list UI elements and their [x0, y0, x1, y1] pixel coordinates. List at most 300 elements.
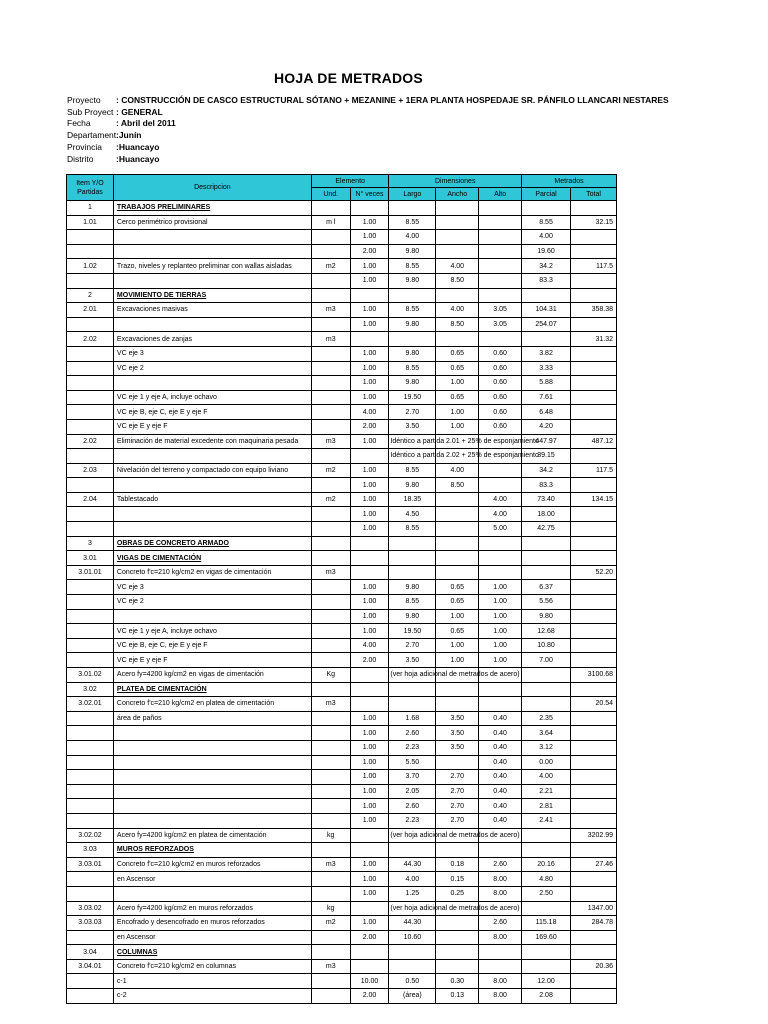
cell-und — [311, 755, 350, 770]
cell-parcial — [522, 828, 571, 843]
cell-und — [311, 770, 350, 785]
cell-total — [571, 711, 617, 726]
cell-veces — [350, 551, 389, 566]
cell-descripcion: VC eje 1 y eje A, incluye ochavo — [113, 390, 311, 405]
cell-ancho: 2.70 — [436, 813, 479, 828]
cell-descripcion — [113, 449, 311, 464]
cell-parcial: 169.60 — [522, 930, 571, 945]
cell-item — [67, 346, 114, 361]
cell-largo: 2.05 — [389, 784, 436, 799]
cell-descripcion — [113, 244, 311, 259]
cell-und — [311, 317, 350, 332]
cell-und — [311, 201, 350, 216]
cell-alto: 0.40 — [479, 711, 522, 726]
cell-parcial: 18.00 — [522, 507, 571, 522]
cell-und — [311, 536, 350, 551]
table-row — [67, 332, 617, 347]
cell-veces: 1.00 — [350, 595, 389, 610]
cell-item — [67, 580, 114, 595]
cell-parcial: 115.18 — [522, 916, 571, 931]
cell-parcial — [522, 332, 571, 347]
table-row — [67, 259, 617, 274]
cell-veces — [350, 288, 389, 303]
cell-alto: 2.60 — [479, 857, 522, 872]
cell-alto: 5.00 — [479, 522, 522, 537]
cell-veces: 1.00 — [350, 813, 389, 828]
cell-alto: 0.40 — [479, 784, 522, 799]
page-title: HOJA DE METRADOS — [274, 70, 423, 86]
cell-alto: 0.60 — [479, 376, 522, 391]
cell-descripcion: Acero fy=4200 kg/cm2 en platea de cimentación — [113, 828, 311, 843]
cell-item — [67, 726, 114, 741]
cell-veces — [350, 901, 389, 916]
cell-veces: 2.00 — [350, 419, 389, 434]
cell-und — [311, 449, 350, 464]
cell-total: 20.54 — [571, 697, 617, 712]
cell-largo — [389, 288, 436, 303]
cell-veces — [350, 536, 389, 551]
cell-und — [311, 361, 350, 376]
cell-item: 2.01 — [67, 303, 114, 318]
cell-ancho — [436, 916, 479, 931]
cell-alto — [479, 697, 522, 712]
cell-und: kg — [311, 901, 350, 916]
header-ancho: Ancho — [436, 188, 479, 201]
table-row — [67, 361, 617, 376]
cell-largo: 2.60 — [389, 799, 436, 814]
cell-total — [571, 784, 617, 799]
cell-parcial: 2.21 — [522, 784, 571, 799]
table-row — [67, 346, 617, 361]
table-row — [67, 580, 617, 595]
table-row — [67, 303, 617, 318]
cell-parcial: 12.68 — [522, 624, 571, 639]
cell-alto: 0.40 — [479, 726, 522, 741]
cell-alto: 0.60 — [479, 390, 522, 405]
cell-veces: 1.00 — [350, 711, 389, 726]
cell-alto: 1.00 — [479, 638, 522, 653]
cell-parcial: 4.00 — [522, 230, 571, 245]
cell-note: (ver hoja adicional de metrados de acero) — [390, 671, 520, 679]
cell-descripcion: Nivelación del terreno y compactado con equipo liviano — [113, 463, 311, 478]
cell-total: 31.32 — [571, 332, 617, 347]
cell-ancho — [436, 551, 479, 566]
cell-und — [311, 813, 350, 828]
cell-parcial: 3.33 — [522, 361, 571, 376]
cell-parcial — [522, 201, 571, 216]
cell-item — [67, 872, 114, 887]
cell-total — [571, 595, 617, 610]
cell-veces — [350, 959, 389, 974]
header-total: Total — [571, 188, 617, 201]
table-row — [67, 901, 617, 916]
cell-largo — [389, 449, 539, 464]
cell-alto: 1.00 — [479, 653, 522, 668]
cell-alto — [479, 682, 522, 697]
cell-ancho: 0.18 — [436, 857, 479, 872]
table-row — [67, 653, 617, 668]
cell-total — [571, 974, 617, 989]
cell-alto: 1.00 — [479, 609, 522, 624]
info-label: Distrito — [67, 153, 94, 164]
cell-alto: 3.05 — [479, 317, 522, 332]
cell-und — [311, 682, 350, 697]
table-row — [67, 945, 617, 960]
cell-alto: 4.00 — [479, 507, 522, 522]
cell-ancho: 2.70 — [436, 799, 479, 814]
cell-veces — [350, 332, 389, 347]
cell-und — [311, 624, 350, 639]
cell-descripcion: TRABAJOS PRELIMINARES — [113, 201, 311, 216]
info-value: : CONSTRUCCIÓN DE CASCO ESTRUCTURAL SÓTANO + MEZANINE + 1ERA PLANTA HOSPEDAJE SR. PÁNFILO LLANCARI NESTARES — [116, 95, 669, 105]
cell-ancho: 4.00 — [436, 259, 479, 274]
cell-ancho: 0.65 — [436, 595, 479, 610]
cell-parcial: 447.97 — [522, 434, 571, 449]
cell-descripcion: VC eje 2 — [113, 361, 311, 376]
cell-total — [571, 273, 617, 288]
cell-total — [571, 930, 617, 945]
cell-parcial: 8.55 — [522, 215, 571, 230]
cell-total — [571, 376, 617, 391]
cell-veces: 1.00 — [350, 886, 389, 901]
cell-item: 3.03 — [67, 843, 114, 858]
cell-und — [311, 580, 350, 595]
cell-largo: 8.55 — [389, 595, 436, 610]
cell-alto — [479, 551, 522, 566]
cell-ancho: 1.00 — [436, 609, 479, 624]
cell-item — [67, 989, 114, 1004]
cell-veces: 1.00 — [350, 609, 389, 624]
info-label: Sub Proyect — [67, 106, 114, 117]
cell-total — [571, 945, 617, 960]
table-row — [67, 740, 617, 755]
cell-largo: 2.23 — [389, 813, 436, 828]
cell-largo: 8.55 — [389, 215, 436, 230]
cell-total — [571, 989, 617, 1004]
cell-item: 2 — [67, 288, 114, 303]
cell-alto: 0.40 — [479, 799, 522, 814]
cell-total: 20.36 — [571, 959, 617, 974]
cell-largo: 9.80 — [389, 478, 436, 493]
cell-item — [67, 390, 114, 405]
table-row — [67, 215, 617, 230]
table-row — [67, 755, 617, 770]
cell-descripcion: área de paños — [113, 711, 311, 726]
cell-und — [311, 799, 350, 814]
cell-ancho — [436, 843, 479, 858]
cell-largo — [389, 551, 436, 566]
cell-item — [67, 638, 114, 653]
cell-largo — [389, 201, 436, 216]
cell-veces: 2.00 — [350, 989, 389, 1004]
table-row — [67, 697, 617, 712]
cell-descripcion: VC eje E y eje F — [113, 653, 311, 668]
cell-alto: 1.00 — [479, 580, 522, 595]
table-row — [67, 565, 617, 580]
cell-largo: 9.80 — [389, 580, 436, 595]
cell-descripcion: c-2 — [113, 989, 311, 1004]
cell-largo: 8.55 — [389, 522, 436, 537]
cell-item: 1.02 — [67, 259, 114, 274]
cell-und — [311, 609, 350, 624]
info-label: Proyecto — [67, 95, 101, 105]
cell-ancho — [436, 565, 479, 580]
cell-veces — [350, 697, 389, 712]
cell-descripcion: Tablestacado — [113, 492, 311, 507]
cell-largo: 9.80 — [389, 273, 436, 288]
cell-largo: 10.60 — [389, 930, 436, 945]
cell-alto — [479, 288, 522, 303]
cell-und: m3 — [311, 332, 350, 347]
cell-parcial: 5.56 — [522, 595, 571, 610]
table-row — [67, 609, 617, 624]
cell-largo — [389, 332, 436, 347]
info-row — [67, 142, 669, 154]
cell-total — [571, 740, 617, 755]
cell-und: kg — [311, 828, 350, 843]
cell-ancho: 3.50 — [436, 740, 479, 755]
cell-item — [67, 419, 114, 434]
table-row — [67, 989, 617, 1004]
cell-descripcion: VC eje B, eje C, eje E y eje F — [113, 638, 311, 653]
cell-largo: 4.00 — [389, 230, 436, 245]
cell-veces: 1.00 — [350, 317, 389, 332]
cell-ancho: 2.70 — [436, 784, 479, 799]
cell-parcial: 3.64 — [522, 726, 571, 741]
cell-item: 2.03 — [67, 463, 114, 478]
cell-descripcion: MOVIMIENTO DE TIERRAS — [113, 288, 311, 303]
cell-ancho: 8.50 — [436, 317, 479, 332]
cell-alto — [479, 215, 522, 230]
cell-und — [311, 886, 350, 901]
table-row — [67, 886, 617, 901]
cell-item — [67, 813, 114, 828]
cell-item — [67, 376, 114, 391]
cell-veces: 1.00 — [350, 478, 389, 493]
cell-parcial: 3.82 — [522, 346, 571, 361]
project-info — [67, 95, 669, 165]
table-row — [67, 230, 617, 245]
cell-largo: 3.70 — [389, 770, 436, 785]
cell-descripcion — [113, 609, 311, 624]
info-label: Provincia — [67, 141, 102, 152]
cell-ancho: 0.65 — [436, 346, 479, 361]
cell-alto — [479, 565, 522, 580]
table-row — [67, 711, 617, 726]
cell-veces: 1.00 — [350, 230, 389, 245]
table-row — [67, 536, 617, 551]
table-row — [67, 784, 617, 799]
cell-total — [571, 507, 617, 522]
cell-largo — [389, 565, 436, 580]
cell-total — [571, 770, 617, 785]
cell-ancho: 0.65 — [436, 390, 479, 405]
cell-veces: 1.00 — [350, 624, 389, 639]
cell-parcial — [522, 901, 571, 916]
cell-parcial: 6.48 — [522, 405, 571, 420]
cell-largo — [389, 668, 520, 683]
table-row — [67, 726, 617, 741]
cell-parcial — [522, 945, 571, 960]
table-row — [67, 492, 617, 507]
cell-parcial — [522, 959, 571, 974]
cell-item — [67, 624, 114, 639]
cell-total — [571, 390, 617, 405]
table-row — [67, 201, 617, 216]
table-row — [67, 799, 617, 814]
cell-total — [571, 419, 617, 434]
cell-und — [311, 711, 350, 726]
cell-ancho — [436, 215, 479, 230]
cell-total — [571, 638, 617, 653]
cell-largo: 8.55 — [389, 303, 436, 318]
cell-largo: 3.50 — [389, 419, 436, 434]
cell-veces — [350, 843, 389, 858]
cell-item: 2.02 — [67, 332, 114, 347]
cell-ancho — [436, 945, 479, 960]
cell-descripcion: VC eje 3 — [113, 346, 311, 361]
cell-ancho: 8.50 — [436, 478, 479, 493]
cell-und — [311, 390, 350, 405]
cell-item: 3.01.02 — [67, 668, 114, 683]
cell-veces: 1.00 — [350, 390, 389, 405]
cell-item — [67, 230, 114, 245]
cell-item: 3.04 — [67, 945, 114, 960]
table-row — [67, 857, 617, 872]
cell-ancho: 8.50 — [436, 273, 479, 288]
table-row — [67, 273, 617, 288]
cell-alto — [479, 536, 522, 551]
cell-parcial — [522, 288, 571, 303]
cell-item: 3.01.01 — [67, 565, 114, 580]
cell-veces: 1.00 — [350, 580, 389, 595]
cell-total — [571, 609, 617, 624]
info-value: : GENERAL — [116, 106, 163, 117]
cell-alto: 1.00 — [479, 624, 522, 639]
cell-note: (ver hoja adicional de metrados de acero) — [390, 904, 520, 912]
cell-total: 32.15 — [571, 215, 617, 230]
cell-alto: 8.00 — [479, 989, 522, 1004]
cell-total — [571, 726, 617, 741]
cell-total — [571, 361, 617, 376]
table-row — [67, 478, 617, 493]
cell-descripcion — [113, 799, 311, 814]
cell-parcial — [522, 843, 571, 858]
cell-descripcion — [113, 886, 311, 901]
cell-parcial: 2.81 — [522, 799, 571, 814]
cell-largo: 44.30 — [389, 857, 436, 872]
cell-veces — [350, 945, 389, 960]
cell-veces — [350, 201, 389, 216]
cell-total — [571, 682, 617, 697]
cell-veces: 2.00 — [350, 930, 389, 945]
cell-veces: 2.00 — [350, 244, 389, 259]
header-largo: Largo — [389, 188, 436, 201]
cell-descripcion: Acero fy=4200 kg/cm2 en vigas de cimentación — [113, 668, 311, 683]
cell-total — [571, 799, 617, 814]
cell-largo: 1.68 — [389, 711, 436, 726]
table-row — [67, 376, 617, 391]
cell-ancho: 0.15 — [436, 872, 479, 887]
cell-und: m3 — [311, 434, 350, 449]
cell-item: 3.01 — [67, 551, 114, 566]
cell-und — [311, 784, 350, 799]
cell-item — [67, 886, 114, 901]
cell-veces — [350, 828, 389, 843]
cell-alto — [479, 945, 522, 960]
cell-und: Kg — [311, 668, 350, 683]
cell-item: 1.01 — [67, 215, 114, 230]
cell-largo — [389, 682, 436, 697]
table-row — [67, 449, 617, 464]
cell-ancho — [436, 332, 479, 347]
cell-largo: 9.80 — [389, 609, 436, 624]
cell-item — [67, 449, 114, 464]
cell-largo: 19.50 — [389, 390, 436, 405]
cell-descripcion: en Ascensor — [113, 930, 311, 945]
metrados-table — [66, 174, 617, 1004]
cell-und: m3 — [311, 697, 350, 712]
cell-veces: 1.00 — [350, 434, 389, 449]
cell-parcial: 34.2 — [522, 463, 571, 478]
cell-und: m3 — [311, 959, 350, 974]
cell-parcial: 83.3 — [522, 273, 571, 288]
cell-und: m3 — [311, 857, 350, 872]
cell-ancho: 1.00 — [436, 638, 479, 653]
table-row — [67, 668, 617, 683]
cell-ancho: 0.25 — [436, 886, 479, 901]
cell-parcial: 0.00 — [522, 755, 571, 770]
cell-descripcion — [113, 507, 311, 522]
cell-largo: 8.55 — [389, 361, 436, 376]
cell-descripcion: MUROS REFORZADOS — [113, 843, 311, 858]
cell-item: 1 — [67, 201, 114, 216]
cell-parcial: 83.3 — [522, 478, 571, 493]
info-row — [67, 130, 669, 142]
cell-ancho: 0.65 — [436, 624, 479, 639]
header-item: Item Y/O Partidas — [67, 175, 114, 201]
header-elemento: Elemento — [311, 175, 389, 188]
cell-veces: 1.00 — [350, 492, 389, 507]
cell-total: 134.15 — [571, 492, 617, 507]
info-label: Fecha — [67, 118, 91, 129]
cell-und — [311, 726, 350, 741]
cell-largo — [389, 697, 436, 712]
cell-parcial: 39.15 — [522, 449, 571, 464]
cell-ancho — [436, 244, 479, 259]
cell-ancho — [436, 959, 479, 974]
cell-ancho — [436, 682, 479, 697]
table-row — [67, 244, 617, 259]
cell-parcial: 7.61 — [522, 390, 571, 405]
cell-descripcion — [113, 784, 311, 799]
cell-item: 3.04.01 — [67, 959, 114, 974]
cell-ancho — [436, 492, 479, 507]
cell-veces: 1.00 — [350, 259, 389, 274]
cell-total — [571, 522, 617, 537]
cell-item: 3.03.02 — [67, 901, 114, 916]
cell-und: m2 — [311, 259, 350, 274]
cell-veces — [350, 449, 389, 464]
table-row — [67, 843, 617, 858]
cell-ancho: 0.65 — [436, 580, 479, 595]
cell-und — [311, 740, 350, 755]
cell-item — [67, 507, 114, 522]
cell-item: 3 — [67, 536, 114, 551]
cell-descripcion — [113, 755, 311, 770]
cell-largo — [389, 536, 436, 551]
cell-total: 117.5 — [571, 463, 617, 478]
